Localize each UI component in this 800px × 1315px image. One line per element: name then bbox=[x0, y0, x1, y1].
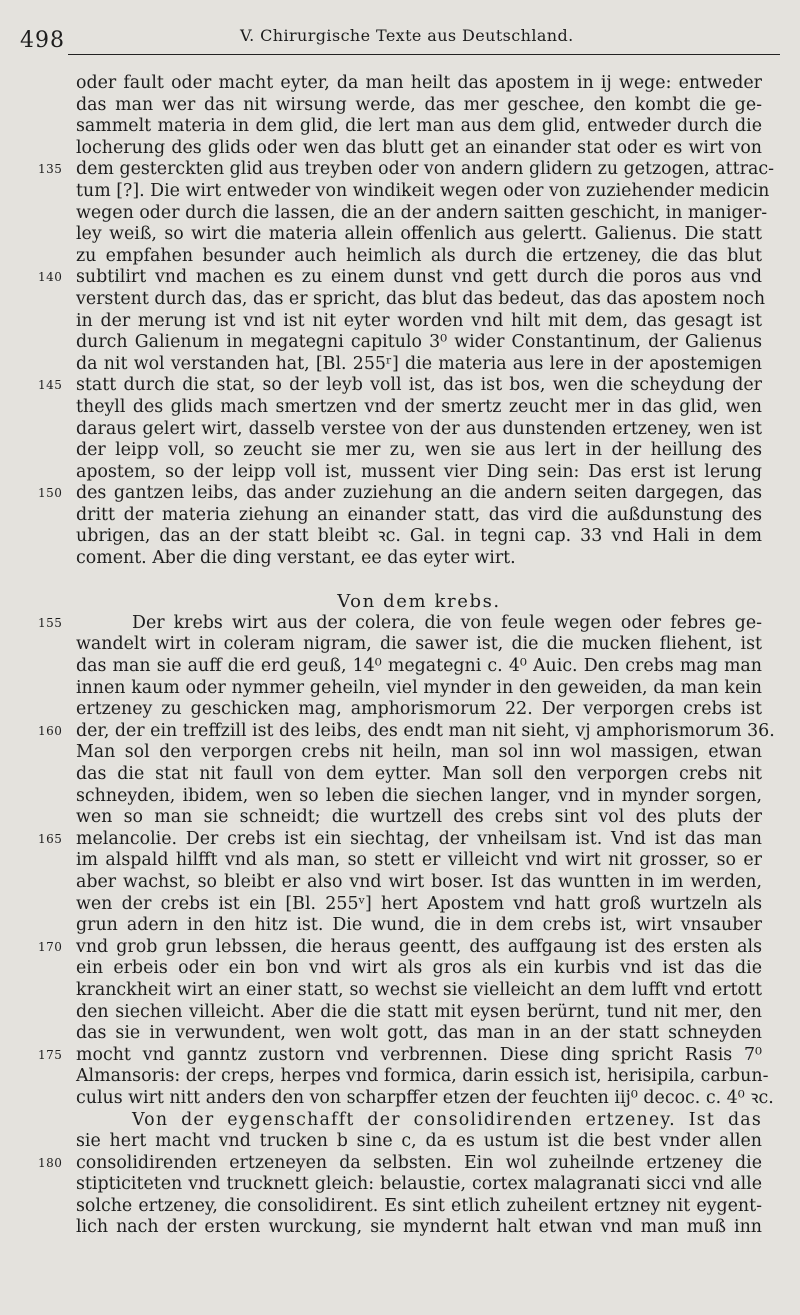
text-line bbox=[0, 807, 800, 829]
line-text: locherung des glids oder wen das blutt get an einander stat oder es wirt von bbox=[76, 137, 762, 158]
text-line bbox=[0, 958, 800, 980]
line-text: aber wachst, so bleibt er also vnd wirt boser. Ist das wuntten in im werden, bbox=[76, 871, 762, 892]
line-text: oder fault oder macht eyter, da man heilt das apostem in ij wege: entweder bbox=[76, 73, 762, 93]
line-text: ubrigen, das an der statt bleibt ꝛc. Gal. in tegni cap. 33 vnd Hali in dem bbox=[76, 526, 762, 547]
running-head: V. Chirurgische Texte aus Deutschland. bbox=[240, 26, 574, 45]
line-number: 135 bbox=[38, 162, 63, 177]
line-text: tum [?]. Die wirt entweder von windikeit wegen oder von zuziehender medicin bbox=[76, 180, 770, 201]
line-text: melancolie. Der crebs ist ein siechtag, der vnheilsam ist. Vnd ist das man bbox=[76, 828, 762, 849]
line-number: 160 bbox=[38, 723, 63, 738]
text-line bbox=[0, 224, 800, 246]
text-line bbox=[0, 289, 800, 311]
line-text: schneyden, ibidem, wen so leben die siechen langer, vnd in mynder sorgen, bbox=[76, 785, 762, 806]
line-text: subtilirt vnd machen es zu einem dunst vnd gett durch die poros aus vnd bbox=[76, 267, 762, 288]
line-text: daraus gelert wirt, dasselb verstee von der aus dunstenden ertzeney, wen ist bbox=[76, 418, 762, 439]
text-line bbox=[0, 764, 800, 786]
line-text: solche ertzeney, die consolidirent. Es sint etlich zuheilent ertzney nit eygent- bbox=[76, 1195, 762, 1216]
line-text: das die stat nit faull von dem eytter. Man soll den verporgen crebs nit bbox=[76, 764, 762, 784]
text-line bbox=[0, 872, 800, 894]
line-number: 140 bbox=[38, 270, 63, 285]
text-line bbox=[0, 159, 800, 181]
line-text: sammelt materia in dem glid, die lert man aus dem glid, entweder durch die bbox=[76, 116, 762, 137]
line-number: 170 bbox=[38, 939, 63, 954]
line-number: 180 bbox=[38, 1155, 63, 1170]
line-text: mocht vnd ganntz zustorn vnd verbrennen. Diese ding spricht Rasis 7⁰ bbox=[76, 1044, 762, 1065]
text-line bbox=[0, 419, 800, 441]
text-line bbox=[0, 73, 800, 95]
text-line bbox=[0, 850, 800, 872]
text-line bbox=[0, 937, 800, 959]
line-text: stipticiteten vnd trucknett gleich: belaustie, cortex malagranati sicci vnd alle bbox=[76, 1174, 762, 1195]
section-heading: Von dem krebs. bbox=[337, 591, 501, 613]
text-line bbox=[0, 332, 800, 354]
text-line bbox=[0, 267, 800, 289]
text-line bbox=[0, 505, 800, 527]
text-line bbox=[0, 656, 800, 678]
page-header bbox=[0, 0, 800, 60]
line-text: in der merung ist vnd ist nit eyter worden vnd hilt mit dem, das gesagt ist bbox=[76, 310, 762, 331]
text-line bbox=[0, 742, 800, 764]
line-text: ley weiß, so wirt die materia allein offenlich aus gelertt. Galienus. Die statt bbox=[76, 224, 762, 245]
line-number: 165 bbox=[38, 831, 63, 846]
line-number: 155 bbox=[38, 615, 63, 630]
text-line bbox=[0, 1174, 800, 1196]
text-line bbox=[0, 570, 800, 592]
line-text: zu empfahen besunder auch heimlich als durch die ertzeney, die das blut bbox=[76, 245, 762, 266]
text-line bbox=[0, 678, 800, 700]
text-line bbox=[0, 613, 800, 635]
text-line bbox=[0, 181, 800, 203]
text-line bbox=[0, 915, 800, 937]
text-line bbox=[0, 95, 800, 117]
text-line bbox=[0, 829, 800, 851]
line-text: sie hert macht vnd trucken b sine c, da es ustum ist die best vnder allen bbox=[76, 1131, 762, 1152]
line-text: das man sie auff die erd geuß, 14⁰ megategni c. 4⁰ Auic. Den crebs mag man bbox=[76, 656, 762, 677]
line-text: theyll des glids mach smertzen vnd der smertz zeucht mer in das glid, wen bbox=[76, 396, 762, 417]
text-line bbox=[0, 246, 800, 268]
line-text: innen kaum oder nymmer geheiln, viel mynder in den geweiden, da man kein bbox=[76, 677, 762, 698]
text-body bbox=[0, 73, 800, 1239]
line-text: wen so man sie schneidt; die wurtzell des crebs sint vol des pluts der bbox=[76, 807, 762, 828]
text-line bbox=[0, 311, 800, 333]
line-text: Von der eygenschafft der consolidirenden ertzeney. Ist das bbox=[132, 1109, 762, 1130]
text-line bbox=[0, 1023, 800, 1045]
line-text: im alspald hilfft vnd als man, so stett er villeicht vnd wirt nit grosser, so er bbox=[76, 850, 762, 871]
text-line bbox=[0, 116, 800, 138]
text-line bbox=[0, 1045, 800, 1067]
text-line bbox=[0, 526, 800, 548]
text-line bbox=[0, 980, 800, 1002]
line-text: Der krebs wirt aus der colera, die von feule wegen oder febres ge- bbox=[132, 612, 762, 633]
text-line bbox=[0, 1196, 800, 1218]
text-line bbox=[0, 354, 800, 376]
line-text: dritt der materia ziehung an einander statt, das vird die außdunstung des bbox=[76, 504, 762, 525]
line-number: 145 bbox=[38, 378, 63, 393]
text-line bbox=[0, 786, 800, 808]
line-text: kranckheit wirt an einer statt, so wechst sie vielleicht an dem lufft vnd ertott bbox=[76, 979, 762, 1000]
line-text: das man wer das nit wirsung werde, das mer geschee, den kombt die ge- bbox=[76, 94, 762, 115]
line-text: Almansoris: der creps, herpes vnd formica, darin essich ist, herisipila, carbun- bbox=[76, 1066, 769, 1087]
line-text: wen der crebs ist ein [Bl. 255ᵛ] hert Apostem vnd hatt groß wurtzeln als bbox=[76, 893, 762, 914]
line-text: consolidirenden ertzeneyen da selbsten. Ein wol zuheilnde ertzeney die bbox=[76, 1152, 762, 1173]
text-line bbox=[0, 894, 800, 916]
line-number: 150 bbox=[38, 486, 63, 501]
line-text: verstent durch das, das er spricht, das blut das bedeut, das das apostem noch bbox=[76, 288, 766, 309]
line-text: vnd grob grun lebssen, die heraus geentt, des auffgaung ist des ersten als bbox=[76, 936, 762, 957]
text-line bbox=[0, 1217, 800, 1239]
line-text: der, der ein treffzill ist des leibs, des endt man nit sieht, vj amphorismorum 36. bbox=[76, 720, 775, 741]
line-text: culus wirt nitt anders den von scharpffer etzen der feuchten iij⁰ decoc. c. 4⁰ ꝛc. bbox=[76, 1087, 774, 1108]
line-text: ein erbeis oder ein bon vnd wirt als gros als ein kurbis vnd ist das die bbox=[76, 958, 762, 979]
text-line bbox=[0, 462, 800, 484]
line-number: 175 bbox=[38, 1047, 63, 1062]
text-line bbox=[0, 1002, 800, 1024]
text-line bbox=[0, 203, 800, 225]
line-text: ertzeney zu geschicken mag, amphorismorum 22. Der verporgen crebs ist bbox=[76, 699, 762, 720]
line-text: der leipp voll, so zeucht sie mer zu, wen sie aus lert in der heillung des bbox=[76, 440, 762, 461]
text-line bbox=[0, 1066, 800, 1088]
line-text: apostem, so der leipp voll ist, mussent vier Ding sein: Das erst ist lerung bbox=[76, 461, 762, 482]
text-line bbox=[0, 1088, 800, 1110]
line-text: coment. Aber die ding verstant, ee das eyter wirt. bbox=[76, 548, 516, 569]
text-line bbox=[0, 1153, 800, 1175]
line-text: den siechen villeicht. Aber die die statt mit eysen berürnt, tund nit mer, den bbox=[76, 1001, 762, 1022]
text-line bbox=[0, 699, 800, 721]
text-line bbox=[0, 548, 800, 570]
text-line bbox=[0, 138, 800, 160]
text-line bbox=[0, 1131, 800, 1153]
text-line bbox=[0, 397, 800, 419]
text-line bbox=[0, 483, 800, 505]
line-text: durch Galienum in megategni capitulo 3⁰ wider Constantinum, der Galienus bbox=[76, 332, 762, 353]
line-text: des gantzen leibs, das ander zuziehung an die andern seiten dargegen, das bbox=[76, 483, 762, 504]
text-line bbox=[0, 1110, 800, 1132]
line-text: dem gesterckten glid aus treyben oder von andern glidern zu getzogen, attrac- bbox=[76, 159, 774, 180]
header-rule bbox=[68, 54, 780, 55]
line-text: statt durch die stat, so der leyb voll ist, das ist bos, wen die scheydung der bbox=[76, 375, 762, 396]
text-line bbox=[0, 721, 800, 743]
line-text: wegen oder durch die lassen, die an der andern saitten geschicht, in maniger- bbox=[76, 202, 768, 223]
line-text: lich nach der ersten wurckung, sie myndernt halt etwan vnd man muß inn bbox=[76, 1217, 762, 1238]
line-text: das sie in verwundent, wen wolt gott, das man in an der statt schneyden bbox=[76, 1023, 762, 1044]
line-text: wandelt wirt in coleram nigram, die sawer ist, die die mucken fliehent, ist bbox=[76, 634, 762, 655]
text-line bbox=[0, 440, 800, 462]
line-text: da nit wol verstanden hat, [Bl. 255ʳ] die materia aus lere in der apostemigen bbox=[76, 353, 762, 374]
page-number: 498 bbox=[20, 28, 65, 53]
section-heading-line bbox=[0, 591, 800, 613]
text-line bbox=[0, 634, 800, 656]
text-line bbox=[0, 375, 800, 397]
line-text: Man sol den verporgen crebs nit heiln, man sol inn wol massigen, etwan bbox=[76, 742, 762, 763]
line-text: grun adern in den hitz ist. Die wund, die in dem crebs ist, wirt vnsauber bbox=[76, 915, 762, 936]
